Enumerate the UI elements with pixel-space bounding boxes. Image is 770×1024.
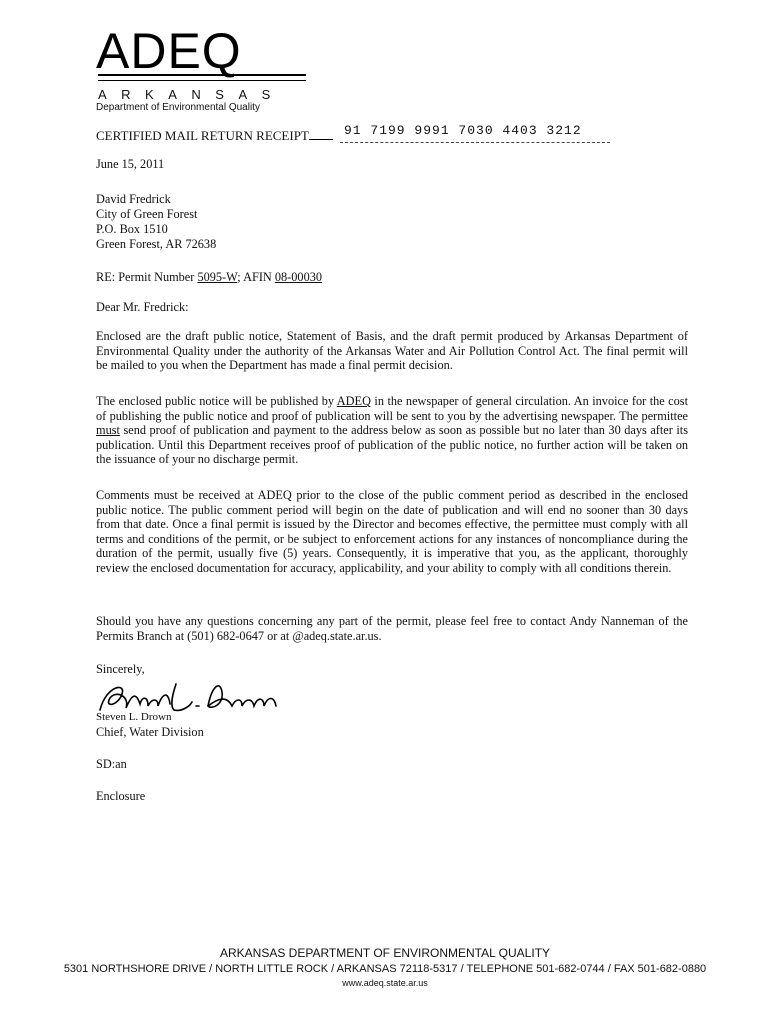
re-line: [96, 270, 322, 285]
paragraph-4: Should you have any questions concerning any part of the permit, please feel free to contact Andy Nanneman of the Permits Branch at (501) 682-0647 or at @adeq.state.ar.us.: [96, 614, 688, 643]
closing-sincerely: Sincerely,: [96, 662, 145, 676]
paragraph-2: [96, 394, 688, 467]
adeq-logo: ADEQ: [96, 23, 242, 79]
department-name: Department of Environmental Quality: [96, 102, 260, 113]
footer-website: www.adeq.state.ar.us: [342, 978, 428, 988]
reference-initials: SD:an: [96, 757, 127, 771]
footer-title: ARKANSAS DEPARTMENT OF ENVIRONMENTAL QUALITY: [219, 946, 551, 960]
afin-number: 08-00030: [274, 270, 323, 284]
certified-mail-text: CERTIFIED MAIL RETURN RECEIPT: [96, 128, 309, 143]
tracking-number: 91 7199 9991 7030 4403 3212: [344, 123, 582, 138]
paragraph-1: Enclosed are the draft public notice, Statement of Basis, and the draft permit produced by Arkansas Department of Environmental Quality under the authority of the Arkansas Water and Air Pollution Control Act. The final permit will be mailed to you when the Department has made a final permit decision.: [96, 329, 688, 373]
paragraph-2-adeq: ADEQ: [336, 394, 371, 408]
paragraph-2-a: The enclosed public notice will be published by: [96, 394, 337, 408]
recipient-box: P.O. Box 1510: [96, 222, 168, 236]
paragraph-2-b: in the newspaper of general circulation. An invoice for the cost of publishing the public notice and proof of publication will be sent to you by the advertising newspaper. The permittee: [96, 394, 688, 423]
tracking-underline: [340, 142, 610, 143]
recipient-name: David Fredrick: [96, 192, 171, 206]
afin-prefix: ; AFIN: [237, 270, 275, 284]
letter-date: June 15, 2011: [96, 157, 165, 171]
paragraph-2-c: send proof of publication and payment to the address below as soon as possible but no later than 30 days after its publication. Until this Department receives proof of publication of the public notice, no further action will be taken on the issuance of your no discharge permit.: [96, 423, 688, 467]
re-prefix: RE: Permit Number: [96, 270, 198, 284]
certified-mail-label: [96, 127, 333, 144]
enclosure-note: Enclosure: [96, 789, 146, 803]
certified-blank: [309, 127, 333, 140]
state-name: ARKANSAS: [98, 87, 285, 102]
footer-address: 5301 NORTHSHORE DRIVE / NORTH LITTLE ROCK / ARKANSAS 72118-5317 / TELEPHONE 501-682-0744 / FAX 501-682-0880: [63, 963, 707, 975]
signer-name: Steven L. Drown: [96, 711, 172, 723]
signer-title: Chief, Water Division: [96, 725, 204, 739]
logo-underline: [98, 74, 306, 81]
paragraph-2-must: must: [96, 423, 120, 438]
recipient-city: Green Forest, AR 72638: [96, 237, 217, 251]
paragraph-3: Comments must be received at ADEQ prior to the close of the public comment period as described in the enclosed public notice. The public comment period will begin on the date of publication and will end no sooner than 30 days from that date. Once a final permit is issued by the Director and becomes effective, the permittee must comply with all terms and conditions of the permit, or be subject to enforcement actions for any instances of noncompliance during the duration of the permit, usually five (5) years. Consequently, it is imperative that you, as the applicant, thoroughly review the enclosed documentation for accuracy, applicability, and your ability to comply with all conditions therein.: [96, 488, 688, 575]
recipient-org: City of Green Forest: [96, 207, 198, 221]
permit-number: 5095-W: [197, 270, 238, 284]
salutation: Dear Mr. Fredrick:: [96, 300, 189, 314]
